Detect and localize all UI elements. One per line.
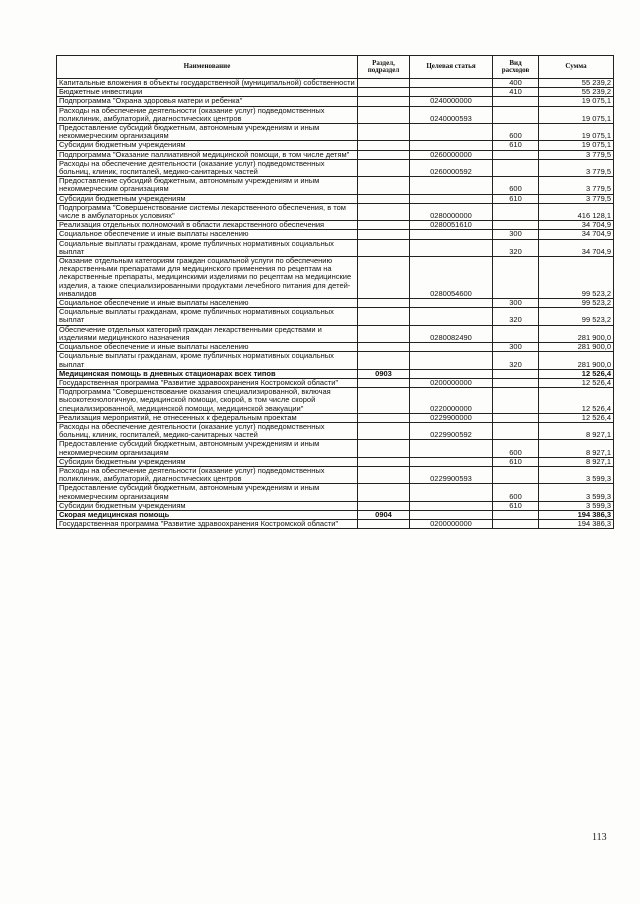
cell-article <box>410 239 493 256</box>
cell-type <box>493 520 539 529</box>
cell-sum: 194 386,3 <box>539 520 614 529</box>
cell-type <box>493 378 539 387</box>
cell-name: Подпрограмма "Совершенствование оказания специализированной, включая высокотехнологичную, медицинской помощи, скорой, в том числе скорой специализированной, медицинской помощи, медицинской эвакуации" <box>57 388 358 414</box>
cell-type: 600 <box>493 124 539 141</box>
cell-article: 0260000000 <box>410 150 493 159</box>
cell-name: Расходы на обеспечение деятельности (оказание услуг) подведомственных поликлиник, амбулаторий, диагностических центров <box>57 106 358 123</box>
cell-name: Подпрограмма "Охрана здоровья матери и ребенка" <box>57 97 358 106</box>
cell-type: 320 <box>493 308 539 325</box>
cell-section <box>358 388 410 414</box>
cell-article: 0280054600 <box>410 257 493 299</box>
cell-name: Государственная программа "Развитие здравоохранения Костромской области" <box>57 520 358 529</box>
table-body <box>57 79 614 529</box>
table-row <box>57 378 614 387</box>
table-row <box>57 388 614 414</box>
header-row <box>57 56 614 79</box>
cell-name: Реализация мероприятий, не отнесенных к федеральным проектам <box>57 413 358 422</box>
cell-name: Расходы на обеспечение деятельности (оказание услуг) подведомственных больниц, клиник, госпиталей, медико-санитарных частей <box>57 422 358 439</box>
cell-type: 320 <box>493 352 539 369</box>
cell-section <box>358 466 410 483</box>
cell-name: Социальное обеспечение и иные выплаты населению <box>57 299 358 308</box>
table-row <box>57 194 614 203</box>
cell-sum: 99 523,2 <box>539 257 614 299</box>
table-row <box>57 221 614 230</box>
cell-sum: 19 075,1 <box>539 141 614 150</box>
cell-sum: 3 599,3 <box>539 484 614 501</box>
table-row <box>57 97 614 106</box>
cell-sum: 99 523,2 <box>539 299 614 308</box>
cell-article <box>410 352 493 369</box>
cell-article <box>410 510 493 519</box>
cell-article: 0240000593 <box>410 106 493 123</box>
table-row <box>57 510 614 519</box>
cell-sum: 8 927,1 <box>539 422 614 439</box>
cell-type <box>493 97 539 106</box>
cell-article <box>410 484 493 501</box>
cell-type <box>493 325 539 342</box>
table-row <box>57 257 614 299</box>
cell-type: 600 <box>493 177 539 194</box>
cell-name: Социальное обеспечение и иные выплаты населению <box>57 343 358 352</box>
table-row <box>57 177 614 194</box>
cell-name: Реализация отдельных полномочий в области лекарственного обеспечения <box>57 221 358 230</box>
cell-type <box>493 388 539 414</box>
cell-section <box>358 299 410 308</box>
cell-type <box>493 203 539 220</box>
cell-sum: 3 599,3 <box>539 466 614 483</box>
cell-name: Предоставление субсидий бюджетным, автономным учреждениям и иным некоммерческим организациям <box>57 440 358 457</box>
cell-section <box>358 413 410 422</box>
cell-section: 0904 <box>358 510 410 519</box>
table-row <box>57 308 614 325</box>
cell-type <box>493 413 539 422</box>
cell-article: 0229900000 <box>410 413 493 422</box>
table-row <box>57 239 614 256</box>
table-row <box>57 159 614 176</box>
cell-article <box>410 230 493 239</box>
cell-section <box>358 257 410 299</box>
cell-section: 0903 <box>358 369 410 378</box>
cell-section <box>358 520 410 529</box>
cell-section <box>358 484 410 501</box>
table-row <box>57 299 614 308</box>
cell-name: Обеспечение отдельных категорий граждан лекарственными средствами и изделиями медицинского назначения <box>57 325 358 342</box>
cell-type: 400 <box>493 79 539 88</box>
cell-name: Подпрограмма "Оказание паллиативной медицинской помощи, в том числе детям" <box>57 150 358 159</box>
cell-sum: 8 927,1 <box>539 440 614 457</box>
cell-section <box>358 343 410 352</box>
header-sum: Сумма <box>539 56 614 79</box>
cell-section <box>358 88 410 97</box>
table-row <box>57 413 614 422</box>
cell-article <box>410 369 493 378</box>
cell-sum: 34 704,9 <box>539 239 614 256</box>
cell-section <box>358 230 410 239</box>
table-row <box>57 422 614 439</box>
cell-section <box>358 150 410 159</box>
cell-sum: 194 386,3 <box>539 510 614 519</box>
cell-sum: 3 599,3 <box>539 501 614 510</box>
header-name: Наименование <box>57 56 358 79</box>
cell-article <box>410 501 493 510</box>
cell-type: 320 <box>493 239 539 256</box>
cell-article <box>410 440 493 457</box>
cell-article <box>410 88 493 97</box>
cell-section <box>358 177 410 194</box>
cell-type: 610 <box>493 457 539 466</box>
cell-sum: 3 779,5 <box>539 194 614 203</box>
table-row <box>57 466 614 483</box>
cell-section <box>358 325 410 342</box>
cell-article <box>410 79 493 88</box>
cell-sum: 12 526,4 <box>539 388 614 414</box>
table-row <box>57 440 614 457</box>
cell-sum: 34 704,9 <box>539 221 614 230</box>
cell-article <box>410 457 493 466</box>
cell-article: 0280000000 <box>410 203 493 220</box>
cell-type: 300 <box>493 343 539 352</box>
cell-name: Оказание отдельным категориям граждан социальной услуги по обеспечению лекарственными препаратами для медицинского применения по рецептам на лекарственные препараты, медицинскими изделиями по рецептам на медицинские изделия, а также специализированными продуктами лечебного питания для детей-инвалидов <box>57 257 358 299</box>
cell-sum: 8 927,1 <box>539 457 614 466</box>
cell-sum: 3 779,5 <box>539 159 614 176</box>
cell-section <box>358 378 410 387</box>
table-row <box>57 141 614 150</box>
cell-article: 0200000000 <box>410 520 493 529</box>
cell-type: 600 <box>493 440 539 457</box>
cell-type: 610 <box>493 141 539 150</box>
cell-name: Скорая медицинская помощь <box>57 510 358 519</box>
cell-name: Социальные выплаты гражданам, кроме публичных нормативных социальных выплат <box>57 239 358 256</box>
cell-article <box>410 177 493 194</box>
table-row <box>57 369 614 378</box>
cell-section <box>358 79 410 88</box>
cell-sum: 19 075,1 <box>539 124 614 141</box>
cell-section <box>358 440 410 457</box>
cell-section <box>358 141 410 150</box>
cell-name: Субсидии бюджетным учреждениям <box>57 501 358 510</box>
cell-name: Социальное обеспечение и иные выплаты населению <box>57 230 358 239</box>
table-row <box>57 124 614 141</box>
table-row <box>57 501 614 510</box>
table-row <box>57 79 614 88</box>
cell-sum: 281 900,0 <box>539 352 614 369</box>
cell-name: Социальные выплаты гражданам, кроме публичных нормативных социальных выплат <box>57 352 358 369</box>
header-article: Целевая статья <box>410 56 493 79</box>
cell-type: 410 <box>493 88 539 97</box>
cell-type <box>493 221 539 230</box>
table-row <box>57 106 614 123</box>
table-row <box>57 150 614 159</box>
cell-name: Бюджетные инвестиции <box>57 88 358 97</box>
cell-article: 0229900592 <box>410 422 493 439</box>
cell-type <box>493 369 539 378</box>
cell-article <box>410 141 493 150</box>
cell-name: Медицинская помощь в дневных стационарах всех типов <box>57 369 358 378</box>
cell-name: Расходы на обеспечение деятельности (оказание услуг) подведомственных больниц, клиник, госпиталей, медико-санитарных частей <box>57 159 358 176</box>
budget-table <box>56 55 614 529</box>
cell-sum: 3 779,5 <box>539 177 614 194</box>
cell-name: Предоставление субсидий бюджетным, автономным учреждениям и иным некоммерческим организациям <box>57 484 358 501</box>
cell-type: 300 <box>493 299 539 308</box>
cell-name: Подпрограмма "Совершенствование системы лекарственного обеспечения, в том числе в амбулаторных условиях" <box>57 203 358 220</box>
table-row <box>57 343 614 352</box>
cell-type: 610 <box>493 194 539 203</box>
cell-sum: 55 239,2 <box>539 79 614 88</box>
cell-type: 600 <box>493 484 539 501</box>
table-row <box>57 352 614 369</box>
cell-section <box>358 124 410 141</box>
cell-section <box>358 352 410 369</box>
cell-type: 300 <box>493 230 539 239</box>
table-row <box>57 203 614 220</box>
table-row <box>57 457 614 466</box>
header-section: Раздел, подраздел <box>358 56 410 79</box>
header-type: Вид расходов <box>493 56 539 79</box>
cell-sum: 281 900,0 <box>539 343 614 352</box>
page-number: 113 <box>592 832 607 843</box>
cell-sum: 281 900,0 <box>539 325 614 342</box>
cell-article: 0280082490 <box>410 325 493 342</box>
cell-section <box>358 106 410 123</box>
table-row <box>57 484 614 501</box>
cell-name: Капитальные вложения в объекты государственной (муниципальной) собственности <box>57 79 358 88</box>
cell-type <box>493 422 539 439</box>
cell-sum: 12 526,4 <box>539 413 614 422</box>
cell-article <box>410 124 493 141</box>
cell-sum: 416 128,1 <box>539 203 614 220</box>
cell-type <box>493 510 539 519</box>
cell-name: Субсидии бюджетным учреждениям <box>57 457 358 466</box>
cell-name: Субсидии бюджетным учреждениям <box>57 141 358 150</box>
cell-type: 610 <box>493 501 539 510</box>
table-row <box>57 520 614 529</box>
cell-article: 0200000000 <box>410 378 493 387</box>
table-row <box>57 325 614 342</box>
cell-sum: 99 523,2 <box>539 308 614 325</box>
cell-section <box>358 203 410 220</box>
cell-name: Субсидии бюджетным учреждениям <box>57 194 358 203</box>
cell-sum: 19 075,1 <box>539 106 614 123</box>
cell-name: Расходы на обеспечение деятельности (оказание услуг) подведомственных поликлиник, амбулаторий, диагностических центров <box>57 466 358 483</box>
cell-name: Государственная программа "Развитие здравоохранения Костромской области" <box>57 378 358 387</box>
cell-sum: 34 704,9 <box>539 230 614 239</box>
table-row <box>57 88 614 97</box>
cell-sum: 12 526,4 <box>539 378 614 387</box>
cell-name: Социальные выплаты гражданам, кроме публичных нормативных социальных выплат <box>57 308 358 325</box>
cell-section <box>358 501 410 510</box>
cell-article: 0229900593 <box>410 466 493 483</box>
cell-name: Предоставление субсидий бюджетным, автономным учреждениям и иным некоммерческим организациям <box>57 177 358 194</box>
cell-section <box>358 97 410 106</box>
cell-article: 0240000000 <box>410 97 493 106</box>
cell-type <box>493 257 539 299</box>
cell-article <box>410 343 493 352</box>
cell-section <box>358 457 410 466</box>
cell-article <box>410 194 493 203</box>
cell-type <box>493 150 539 159</box>
cell-article <box>410 299 493 308</box>
cell-section <box>358 194 410 203</box>
cell-article: 0220000000 <box>410 388 493 414</box>
cell-sum: 19 075,1 <box>539 97 614 106</box>
cell-section <box>358 239 410 256</box>
cell-article: 0280051610 <box>410 221 493 230</box>
cell-type <box>493 106 539 123</box>
cell-type <box>493 159 539 176</box>
table-row <box>57 230 614 239</box>
cell-type <box>493 466 539 483</box>
cell-sum: 3 779,5 <box>539 150 614 159</box>
cell-section <box>358 221 410 230</box>
cell-section <box>358 159 410 176</box>
cell-section <box>358 308 410 325</box>
cell-sum: 55 239,2 <box>539 88 614 97</box>
cell-section <box>358 422 410 439</box>
cell-article: 0260000592 <box>410 159 493 176</box>
cell-name: Предоставление субсидий бюджетным, автономным учреждениям и иным некоммерческим организациям <box>57 124 358 141</box>
cell-sum: 12 526,4 <box>539 369 614 378</box>
cell-article <box>410 308 493 325</box>
table-header <box>57 56 614 79</box>
